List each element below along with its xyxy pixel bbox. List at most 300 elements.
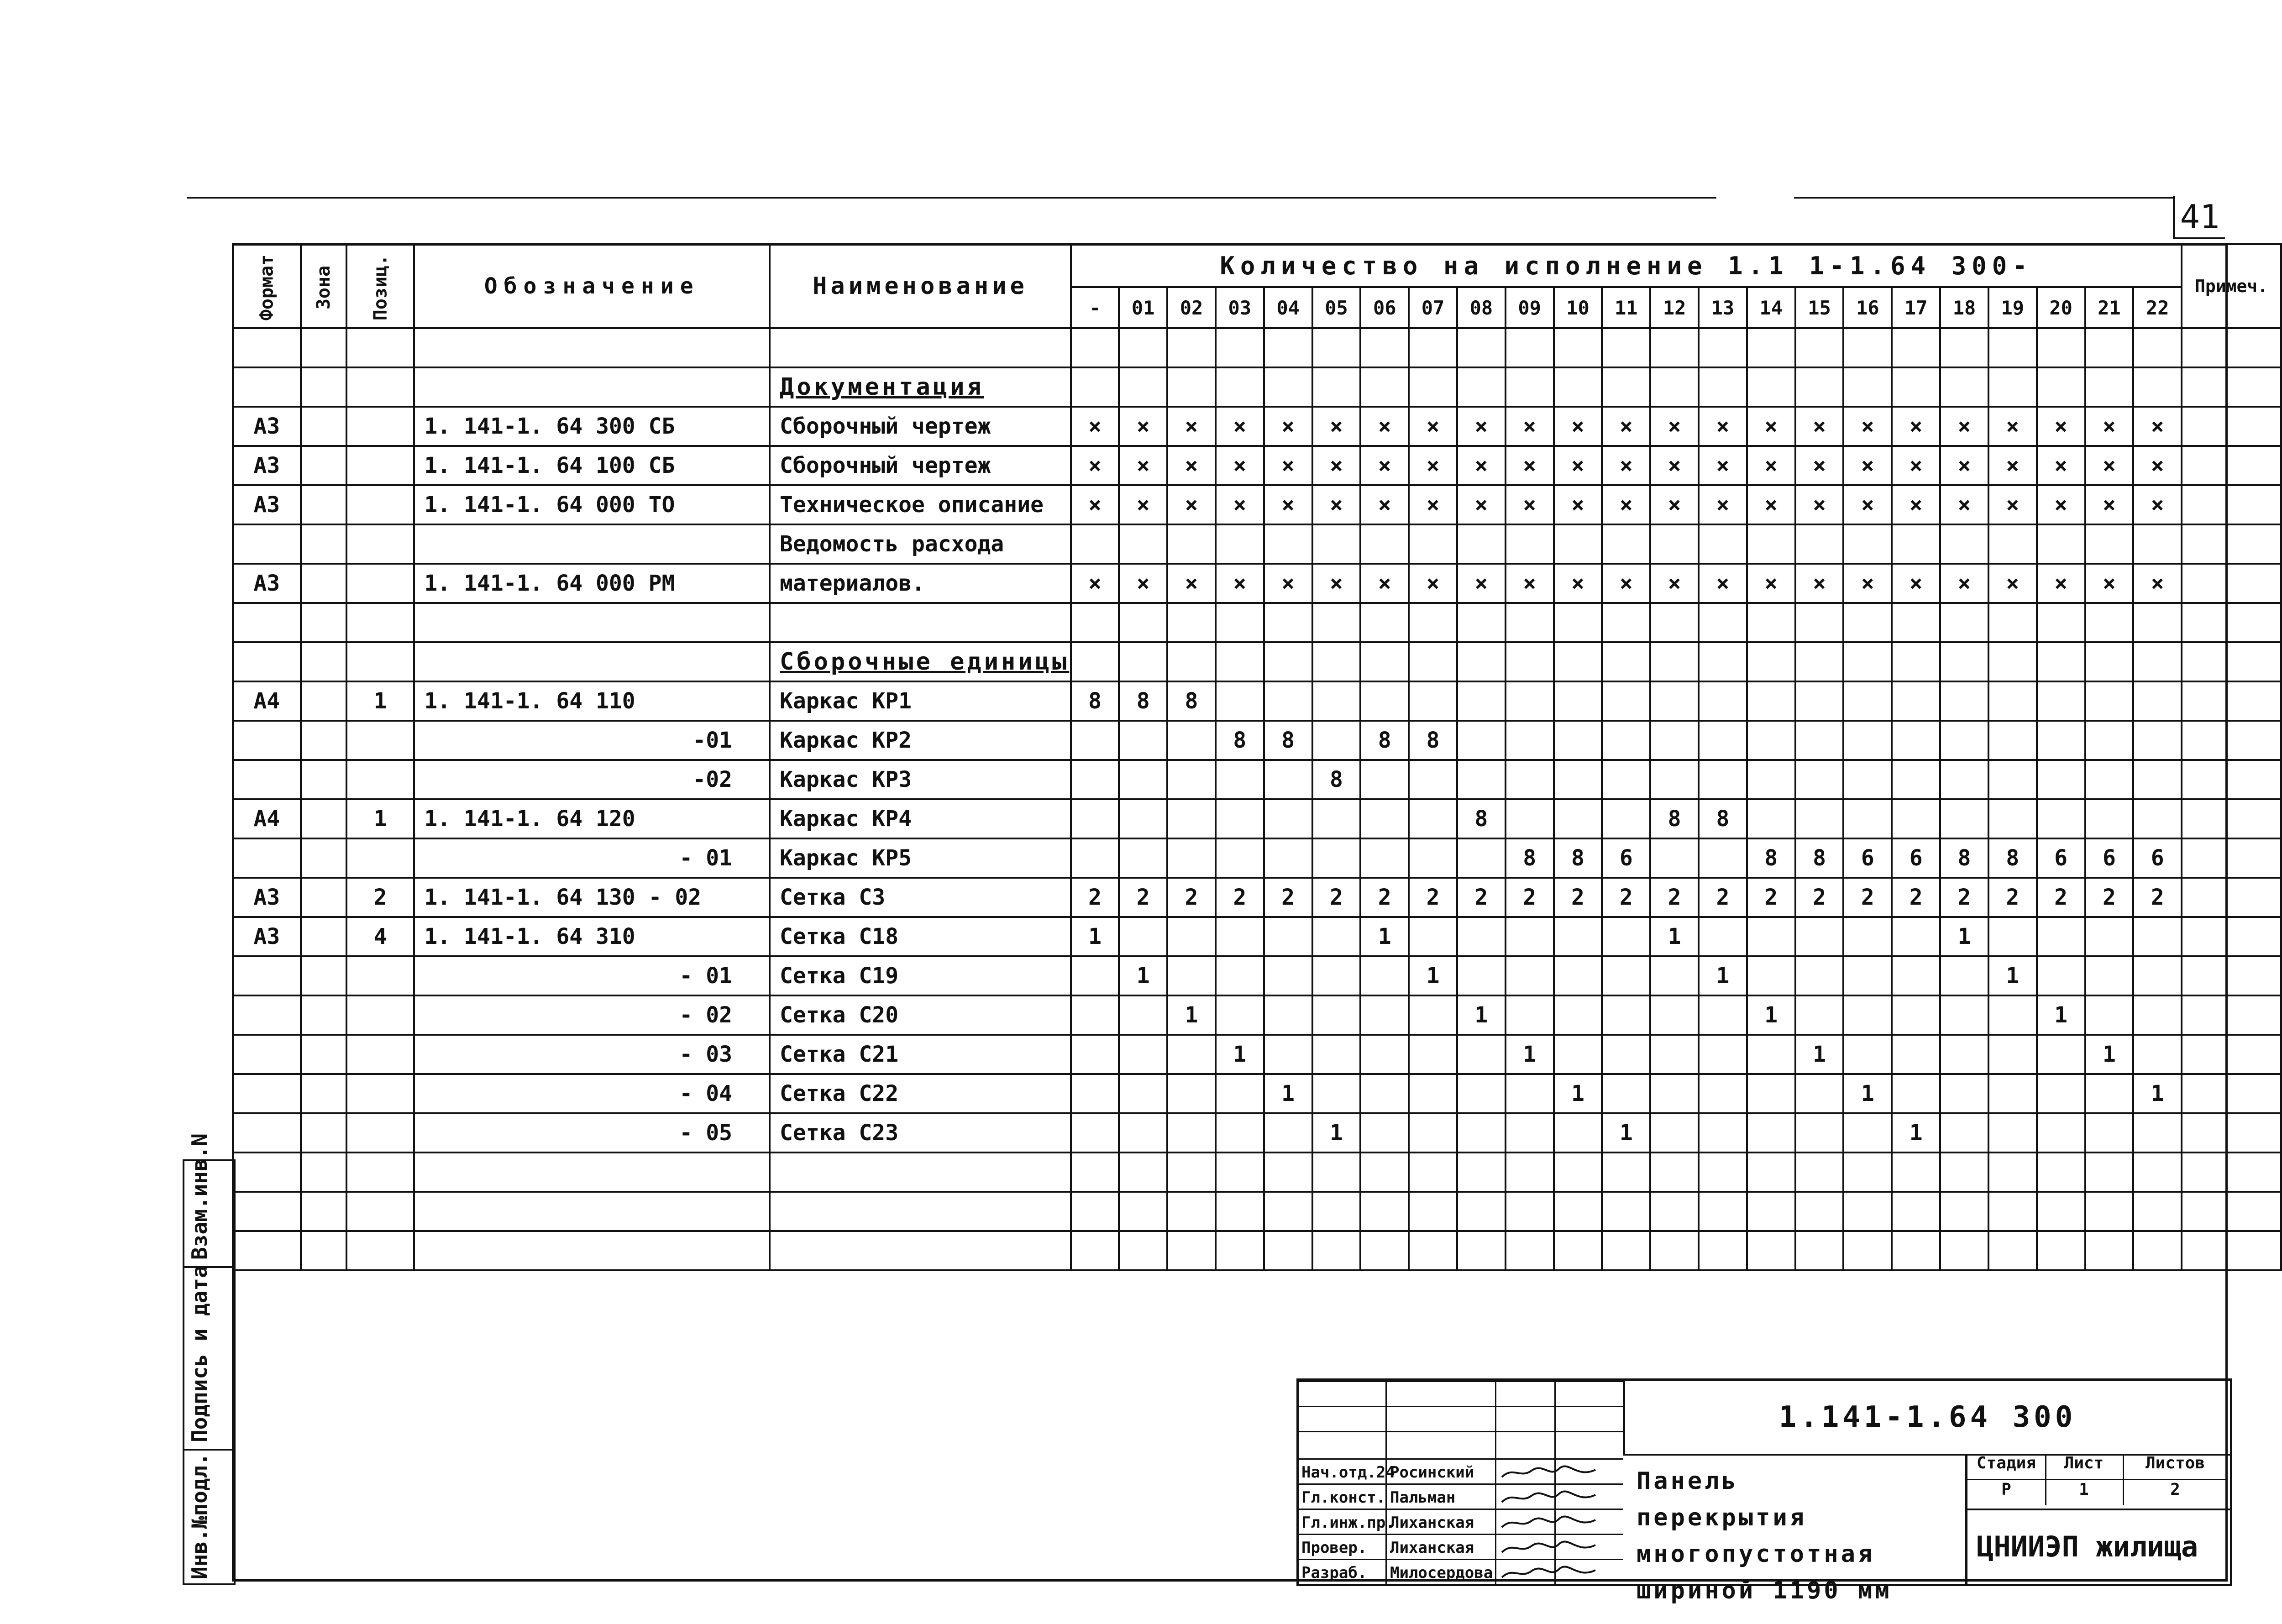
cell-quantity: × — [2085, 407, 2134, 446]
cell-quantity — [1312, 1153, 1361, 1192]
cell-quantity: × — [1940, 446, 1988, 485]
cell-quantity — [1216, 956, 1264, 995]
cell-quantity — [1409, 1074, 1457, 1113]
cell-designation — [414, 642, 770, 681]
cell-quantity — [1940, 603, 1988, 642]
cell-name — [770, 799, 1071, 838]
cell-quantity: 1 — [1602, 1113, 1650, 1153]
variant-header-10: 10 — [1554, 287, 1602, 328]
cell-zone — [301, 917, 346, 956]
cell-quantity: 2 — [1071, 878, 1119, 917]
cell-quantity: × — [2133, 485, 2182, 524]
cell-quantity — [2133, 721, 2182, 760]
cell-quantity — [1167, 1192, 1216, 1231]
cell-quantity: × — [1988, 446, 2037, 485]
cell-quantity: × — [1409, 446, 1457, 485]
cell-quantity: 8 — [1988, 838, 2037, 878]
cell-quantity — [1071, 956, 1119, 995]
cell-quantity — [1071, 328, 1119, 367]
cell-quantity — [1264, 328, 1312, 367]
cell-quantity: × — [1216, 446, 1264, 485]
cell-quantity — [1409, 1231, 1457, 1270]
cell-format — [233, 367, 301, 407]
cell-quantity — [1650, 838, 1699, 878]
cell-quantity: × — [1312, 485, 1361, 524]
cell-quantity: × — [1506, 485, 1554, 524]
cell-quantity — [1071, 1192, 1119, 1231]
table-row — [233, 1035, 2281, 1074]
cell-quantity — [1795, 1192, 1844, 1231]
cell-quantity — [1699, 721, 1747, 760]
cell-quantity: 2 — [1747, 878, 1795, 917]
cell-quantity — [1071, 1153, 1119, 1192]
cell-note — [2182, 367, 2281, 407]
cell-quantity — [1506, 1074, 1554, 1113]
cell-position — [346, 642, 414, 681]
cell-note — [2182, 1153, 2281, 1192]
variant-header-14: 14 — [1747, 287, 1795, 328]
cell-quantity: 1 — [1167, 995, 1216, 1035]
cell-quantity — [1457, 367, 1506, 407]
signature-name: Милосердова — [1390, 1564, 1493, 1582]
cell-zone — [301, 1153, 346, 1192]
cell-quantity — [1119, 642, 1167, 681]
cell-quantity: 8 — [1071, 681, 1119, 721]
cell-note — [2182, 917, 2281, 956]
cell-quantity — [1216, 367, 1264, 407]
cell-quantity: × — [1409, 485, 1457, 524]
cell-note — [2182, 1192, 2281, 1231]
cell-quantity: 8 — [1699, 799, 1747, 838]
cell-quantity — [1264, 838, 1312, 878]
document-code: 1.141-1.64 300 — [1623, 1381, 2230, 1456]
cell-quantity — [1795, 917, 1844, 956]
signature-row-empty — [1299, 1431, 1623, 1457]
cell-quantity — [1747, 1153, 1795, 1192]
cell-quantity: 1 — [1409, 956, 1457, 995]
cell-quantity — [2037, 1035, 2085, 1074]
cell-quantity — [1216, 603, 1264, 642]
cell-quantity: 1 — [1119, 956, 1167, 995]
variant-header-12: 12 — [1650, 287, 1699, 328]
cell-quantity: × — [1699, 485, 1747, 524]
cell-quantity — [1940, 721, 1988, 760]
cell-quantity — [1409, 1113, 1457, 1153]
cell-quantity — [1602, 995, 1650, 1035]
cell-quantity — [1119, 760, 1167, 799]
cell-quantity — [1216, 681, 1264, 721]
item-name: Ведомость расхода — [780, 531, 1004, 557]
cell-quantity — [1988, 367, 2037, 407]
cell-quantity: × — [1506, 564, 1554, 603]
cell-quantity — [2133, 956, 2182, 995]
cell-quantity: × — [1650, 564, 1699, 603]
cell-quantity — [1892, 642, 1940, 681]
sheets-label: Листов — [2123, 1454, 2228, 1480]
cell-quantity — [1167, 642, 1216, 681]
document-title-line-1: Панель перекрытия — [1637, 1467, 1807, 1531]
cell-note — [2182, 1074, 2281, 1113]
cell-quantity: 1 — [1071, 917, 1119, 956]
cell-quantity — [1650, 1035, 1699, 1074]
cell-quantity: 1 — [1264, 1074, 1312, 1113]
cell-position — [346, 564, 414, 603]
signature-name: Пальман — [1390, 1488, 1456, 1507]
cell-quantity — [1795, 995, 1844, 1035]
item-name: Каркас КР3 — [780, 767, 912, 792]
cell-quantity: 8 — [1650, 799, 1699, 838]
cell-quantity — [2133, 328, 2182, 367]
cell-quantity — [1506, 1153, 1554, 1192]
cell-quantity — [1602, 1231, 1650, 1270]
cell-quantity — [1650, 524, 1699, 564]
cell-zone — [301, 524, 346, 564]
cell-quantity — [1988, 1231, 2037, 1270]
cell-quantity — [1940, 995, 1988, 1035]
cell-quantity — [1940, 1035, 1988, 1074]
cell-quantity — [1457, 1192, 1506, 1231]
cell-quantity — [1360, 995, 1409, 1035]
item-name: Техническое описание — [780, 492, 1044, 518]
cell-quantity — [1071, 603, 1119, 642]
cell-quantity — [1167, 1113, 1216, 1153]
cell-quantity — [2085, 1192, 2134, 1231]
cell-quantity — [1409, 760, 1457, 799]
cell-quantity — [1602, 1074, 1650, 1113]
cell-quantity: 1 — [1795, 1035, 1844, 1074]
cell-quantity: × — [1795, 407, 1844, 446]
cell-quantity: × — [1457, 485, 1506, 524]
cell-quantity — [1216, 799, 1264, 838]
cell-quantity — [1360, 956, 1409, 995]
cell-quantity — [1795, 367, 1844, 407]
cell-quantity — [1940, 1192, 1988, 1231]
cell-quantity — [1312, 642, 1361, 681]
cell-quantity — [1167, 367, 1216, 407]
cell-quantity — [1167, 1074, 1216, 1113]
cell-name — [770, 1035, 1071, 1074]
cell-zone — [301, 1192, 346, 1231]
cell-quantity — [1699, 995, 1747, 1035]
cell-quantity — [1216, 328, 1264, 367]
signature-row-empty — [1299, 1406, 1623, 1432]
cell-quantity — [1071, 524, 1119, 564]
cell-quantity — [1409, 1035, 1457, 1074]
cell-quantity: × — [1457, 407, 1506, 446]
cell-quantity — [1940, 1074, 1988, 1113]
cell-zone — [301, 367, 346, 407]
cell-quantity — [2085, 917, 2134, 956]
cell-position — [346, 485, 414, 524]
cell-designation — [414, 328, 770, 367]
cell-quantity — [1506, 799, 1554, 838]
cell-format: А3 — [233, 917, 301, 956]
table-row — [233, 917, 2281, 956]
cell-quantity — [2037, 1153, 2085, 1192]
cell-position — [346, 524, 414, 564]
cell-quantity — [1554, 721, 1602, 760]
cell-quantity — [1312, 603, 1361, 642]
cell-quantity — [1071, 642, 1119, 681]
cell-note — [2182, 681, 2281, 721]
cell-quantity — [1699, 917, 1747, 956]
cell-quantity — [1409, 917, 1457, 956]
cell-quantity — [1554, 524, 1602, 564]
cell-quantity — [1409, 995, 1457, 1035]
cell-designation: 1. 141-1. 64 110 — [414, 681, 770, 721]
cell-quantity — [2037, 1192, 2085, 1231]
stage-value: Р — [1967, 1480, 2046, 1505]
cell-quantity: × — [1988, 407, 2037, 446]
cell-quantity: × — [1602, 564, 1650, 603]
cell-quantity — [1795, 799, 1844, 838]
cell-quantity — [1554, 603, 1602, 642]
cell-quantity — [1167, 721, 1216, 760]
cell-quantity — [1650, 1231, 1699, 1270]
cell-quantity — [1119, 799, 1167, 838]
cell-quantity — [1940, 1231, 1988, 1270]
header-format: Формат — [233, 244, 301, 328]
cell-quantity — [1457, 956, 1506, 995]
cell-quantity: 2 — [1167, 878, 1216, 917]
cell-quantity — [1506, 760, 1554, 799]
cell-quantity — [1216, 917, 1264, 956]
cell-quantity: × — [1216, 564, 1264, 603]
cell-quantity — [2085, 524, 2134, 564]
cell-quantity — [1216, 995, 1264, 1035]
cell-name — [770, 838, 1071, 878]
table-row — [233, 407, 2281, 446]
cell-quantity: × — [1892, 407, 1940, 446]
cell-quantity: × — [1795, 446, 1844, 485]
cell-quantity — [1699, 367, 1747, 407]
cell-position — [346, 1192, 414, 1231]
item-name: материалов. — [780, 571, 925, 596]
cell-quantity: × — [1650, 407, 1699, 446]
cell-quantity — [2133, 1231, 2182, 1270]
cell-quantity — [1167, 328, 1216, 367]
cell-name — [770, 681, 1071, 721]
cell-quantity — [1843, 603, 1892, 642]
cell-position: 1 — [346, 681, 414, 721]
cell-quantity — [1940, 1113, 1988, 1153]
table-row — [233, 328, 2281, 367]
cell-quantity — [1988, 524, 2037, 564]
cell-quantity — [1457, 917, 1506, 956]
cell-quantity: 2 — [1457, 878, 1506, 917]
cell-quantity — [1747, 1113, 1795, 1153]
cell-quantity — [1167, 524, 1216, 564]
cell-quantity — [1892, 1035, 1940, 1074]
cell-quantity — [2037, 328, 2085, 367]
variant-header-20: 20 — [2037, 287, 2085, 328]
side-label-signature-date: Подпись и дата — [187, 1265, 212, 1442]
cell-quantity: × — [1795, 564, 1844, 603]
cell-quantity — [1506, 1113, 1554, 1153]
cell-quantity — [1940, 956, 1988, 995]
signature-row — [1299, 1559, 1623, 1585]
cell-quantity — [1602, 1153, 1650, 1192]
cell-note — [2182, 1231, 2281, 1270]
cell-quantity: 2 — [1795, 878, 1844, 917]
table-row — [233, 760, 2281, 799]
cell-quantity: × — [1119, 485, 1167, 524]
cell-quantity: 1 — [1843, 1074, 1892, 1113]
cell-quantity — [1747, 1231, 1795, 1270]
signature-divider — [1385, 1381, 1387, 1584]
variant-header-18: 18 — [1940, 287, 1988, 328]
cell-quantity: × — [1747, 446, 1795, 485]
cell-quantity — [1892, 1074, 1940, 1113]
cell-quantity — [1747, 1074, 1795, 1113]
cell-quantity — [2133, 1035, 2182, 1074]
cell-quantity — [1795, 328, 1844, 367]
cell-quantity — [1119, 721, 1167, 760]
cell-designation: - 01 — [414, 838, 770, 878]
table-row — [233, 1074, 2281, 1113]
cell-quantity — [1457, 721, 1506, 760]
cell-format — [233, 956, 301, 995]
cell-quantity — [1602, 681, 1650, 721]
cell-quantity: 8 — [1216, 721, 1264, 760]
cell-quantity — [1360, 1074, 1409, 1113]
cell-quantity: × — [1699, 564, 1747, 603]
cell-quantity — [1795, 760, 1844, 799]
cell-quantity — [1699, 1113, 1747, 1153]
cell-quantity: 6 — [2085, 838, 2134, 878]
cell-quantity — [2037, 799, 2085, 838]
cell-quantity — [1409, 799, 1457, 838]
cell-quantity — [2085, 1153, 2134, 1192]
cell-name — [770, 878, 1071, 917]
cell-quantity: × — [1264, 446, 1312, 485]
cell-quantity — [1409, 524, 1457, 564]
cell-note — [2182, 1113, 2281, 1153]
cell-quantity: 1 — [1650, 917, 1699, 956]
cell-quantity: × — [2133, 564, 2182, 603]
cell-position — [346, 1113, 414, 1153]
cell-note — [2182, 328, 2281, 367]
cell-zone — [301, 760, 346, 799]
cell-quantity — [1795, 603, 1844, 642]
cell-designation: -02 — [414, 760, 770, 799]
cell-format — [233, 838, 301, 878]
cell-name — [770, 564, 1071, 603]
cell-quantity — [1312, 524, 1361, 564]
variant-header-22: 22 — [2133, 287, 2182, 328]
cell-designation — [414, 1231, 770, 1270]
cell-name — [770, 721, 1071, 760]
cell-designation: 1. 141-1. 64 100 СБ — [414, 446, 770, 485]
header-designation: Обозначение — [414, 244, 770, 328]
cell-zone — [301, 1231, 346, 1270]
cell-quantity — [1264, 760, 1312, 799]
cell-position — [346, 1035, 414, 1074]
cell-quantity — [1119, 1113, 1167, 1153]
cell-quantity — [1312, 1192, 1361, 1231]
cell-quantity: × — [2037, 446, 2085, 485]
cell-note — [2182, 995, 2281, 1035]
cell-quantity: × — [1554, 485, 1602, 524]
cell-quantity — [1119, 367, 1167, 407]
cell-quantity — [1747, 642, 1795, 681]
variant-header-07: 07 — [1409, 287, 1457, 328]
variant-header-16: 16 — [1843, 287, 1892, 328]
cell-quantity — [1409, 1153, 1457, 1192]
cell-quantity — [1747, 760, 1795, 799]
cell-quantity — [1457, 1231, 1506, 1270]
cell-quantity: 1 — [1216, 1035, 1264, 1074]
cell-quantity: × — [1457, 564, 1506, 603]
cell-quantity — [1892, 367, 1940, 407]
top-border-line-right — [1794, 197, 2173, 199]
sheet-value: 1 — [2045, 1480, 2124, 1505]
cell-quantity — [1602, 328, 1650, 367]
cell-quantity: × — [1506, 446, 1554, 485]
cell-quantity — [1795, 681, 1844, 721]
cell-quantity — [1602, 1035, 1650, 1074]
cell-name — [770, 603, 1071, 642]
cell-quantity — [1843, 917, 1892, 956]
cell-quantity — [1071, 721, 1119, 760]
variant-header-base: - — [1071, 287, 1119, 328]
cell-quantity — [1119, 838, 1167, 878]
cell-quantity — [1119, 1035, 1167, 1074]
cell-position: 2 — [346, 878, 414, 917]
item-name: Каркас КР1 — [780, 688, 912, 714]
cell-quantity — [1843, 799, 1892, 838]
cell-quantity: × — [2037, 485, 2085, 524]
cell-quantity — [2037, 760, 2085, 799]
cell-quantity: × — [1747, 485, 1795, 524]
cell-quantity — [2037, 642, 2085, 681]
cell-position — [346, 1153, 414, 1192]
cell-quantity — [1216, 1231, 1264, 1270]
cell-quantity — [1554, 760, 1602, 799]
cell-quantity: × — [1554, 407, 1602, 446]
cell-quantity — [1795, 642, 1844, 681]
cell-quantity — [2037, 681, 2085, 721]
cell-quantity — [1409, 367, 1457, 407]
cell-quantity — [1650, 603, 1699, 642]
cell-quantity: 1 — [2037, 995, 2085, 1035]
variant-header-05: 05 — [1312, 287, 1361, 328]
signature-row — [1299, 1509, 1623, 1535]
cell-quantity — [1071, 760, 1119, 799]
cell-quantity — [1360, 681, 1409, 721]
cell-quantity — [1506, 917, 1554, 956]
cell-quantity — [1264, 1192, 1312, 1231]
cell-quantity: 1 — [1457, 995, 1506, 1035]
header-zone: Зона — [301, 244, 346, 328]
cell-designation: 1. 141-1. 64 120 — [414, 799, 770, 838]
cell-quantity — [1071, 1035, 1119, 1074]
cell-quantity — [1264, 1035, 1312, 1074]
cell-quantity — [1892, 917, 1940, 956]
cell-quantity: 6 — [2037, 838, 2085, 878]
cell-quantity: × — [1264, 407, 1312, 446]
cell-quantity — [1506, 328, 1554, 367]
cell-quantity — [1216, 642, 1264, 681]
cell-quantity: 1 — [1747, 995, 1795, 1035]
table-row — [233, 1192, 2281, 1231]
cell-quantity: 2 — [1554, 878, 1602, 917]
cell-quantity: 2 — [1409, 878, 1457, 917]
cell-quantity: 8 — [1457, 799, 1506, 838]
header-quantity-title: Количество на исполнение 1.1 1-1.64 300- — [1071, 244, 2182, 287]
cell-quantity — [2133, 760, 2182, 799]
cell-position — [346, 367, 414, 407]
